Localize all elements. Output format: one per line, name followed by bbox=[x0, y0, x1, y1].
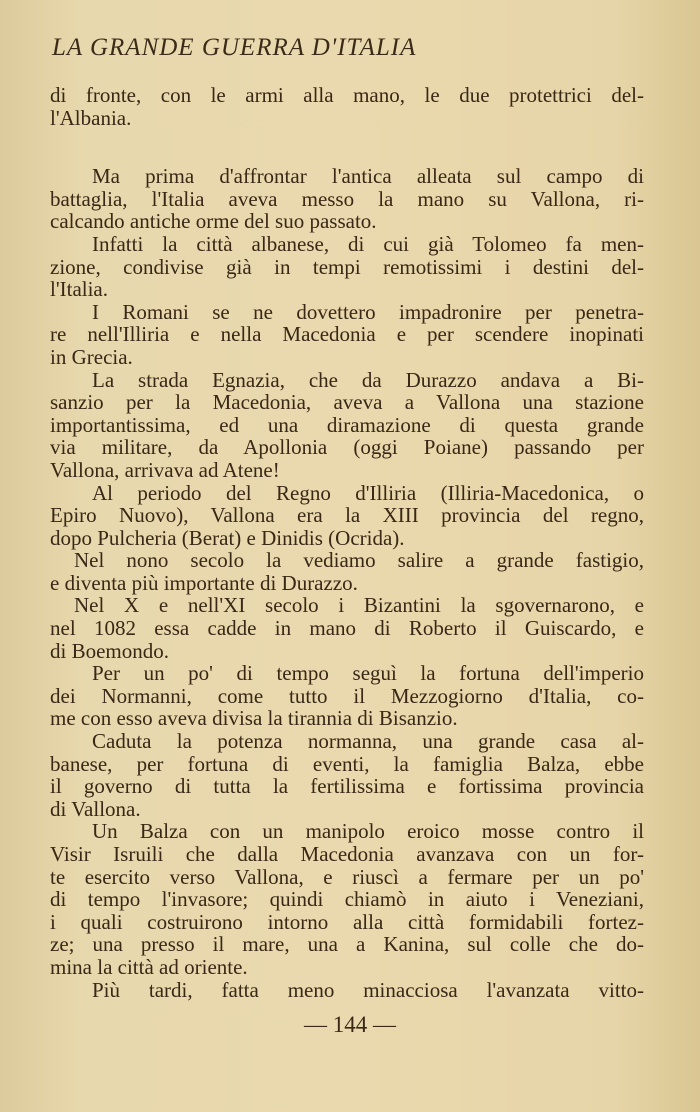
text-line: battaglia, l'Italia aveva messo la mano su Vallona, ri- bbox=[50, 186, 644, 211]
running-header: LA GRANDE GUERRA D'ITALIA bbox=[52, 34, 417, 61]
paragraph-gap bbox=[50, 129, 644, 165]
text-line: me con esso aveva divisa la tirannia di Bisanzio. bbox=[50, 706, 458, 731]
text-line: l'Italia. bbox=[50, 277, 109, 302]
text-line: i quali costruirono intorno alla città formidabili fortez- bbox=[50, 909, 644, 934]
text-line: in Grecia. bbox=[50, 344, 133, 369]
text-line: Per un po' di tempo seguì la fortuna dell'imperio bbox=[92, 661, 644, 686]
text-line: via militare, da Apollonia (oggi Poiane) passando per bbox=[50, 435, 644, 460]
text-line: Epiro Nuovo), Vallona era la XIII provincia del regno, bbox=[50, 503, 644, 528]
text-line: e diventa più importante di Durazzo. bbox=[50, 570, 358, 595]
text-line: sanzio per la Macedonia, aveva a Vallona una stazione bbox=[50, 390, 644, 415]
text-line: banese, per fortuna di eventi, la famiglia Balza, ebbe bbox=[50, 751, 644, 776]
text-line: Visir Isruili che dalla Macedonia avanzava con un for- bbox=[50, 842, 644, 866]
text-line: Ma prima d'affrontar l'antica alleata sul campo di bbox=[92, 164, 644, 189]
text-line: zione, condivise già in tempi remotissimi i destini del- bbox=[50, 254, 644, 279]
text-line: Vallona, arrivava ad Atene! bbox=[50, 457, 280, 482]
text-line: dei Normanni, come tutto il Mezzogiorno d'Italia, co- bbox=[50, 683, 644, 708]
text-line: il governo di tutta la fertilissima e fortissima provincia bbox=[50, 774, 644, 799]
text-line: Caduta la potenza normanna, una grande casa al- bbox=[92, 729, 644, 754]
text-line: ze; una presso il mare, una a Kanina, sul colle che do- bbox=[50, 932, 644, 957]
text-line: importantissima, ed una diramazione di questa grande bbox=[50, 412, 644, 437]
text-line: di Boemondo. bbox=[50, 638, 169, 663]
text-line: Infatti la città albanese, di cui già Tolomeo fa men- bbox=[92, 231, 644, 256]
text-line: La strada Egnazia, che da Durazzo andava a Bi- bbox=[92, 367, 644, 392]
text-line: I Romani se ne dovettero impadronire per penetra- bbox=[92, 299, 644, 324]
text-line: dopo Pulcheria (Berat) e Dinidis (Ocrida). bbox=[50, 525, 405, 550]
text-line: nel 1082 essa cadde in mano di Roberto il Guiscardo, e bbox=[50, 616, 644, 641]
page-number: — 144 — bbox=[304, 1012, 396, 1037]
text-line: di fronte, con le armi alla mano, le due protettrici del- bbox=[50, 83, 644, 107]
text-line: di Vallona. bbox=[50, 796, 141, 821]
text-line: calcando antiche orme del suo passato. bbox=[50, 209, 377, 234]
text-line: Nel nono secolo la vediamo salire a grande fastigio, bbox=[74, 548, 644, 573]
text-line: re nell'Illiria e nella Macedonia e per scendere inopinati bbox=[50, 322, 644, 347]
text-line: te esercito verso Vallona, e riuscì a fermare per un po' bbox=[50, 864, 644, 889]
text-line: Nel X e nell'XI secolo i Bizantini la sgovernarono, e bbox=[74, 593, 644, 618]
text-line: di tempo l'invasore; quindi chiamò in aiuto i Veneziani, bbox=[50, 887, 644, 912]
text-line: mina la città ad oriente. bbox=[50, 954, 248, 979]
text-line: Al periodo del Regno d'Illiria (Illiria-Macedonica, o bbox=[92, 480, 644, 505]
body-text bbox=[50, 84, 644, 1001]
text-line: l'Albania. bbox=[50, 105, 132, 130]
text-line: Un Balza con un manipolo eroico mosse contro il bbox=[92, 819, 644, 844]
text-line: Più tardi, fatta meno minacciosa l'avanzata vitto- bbox=[92, 977, 644, 1002]
